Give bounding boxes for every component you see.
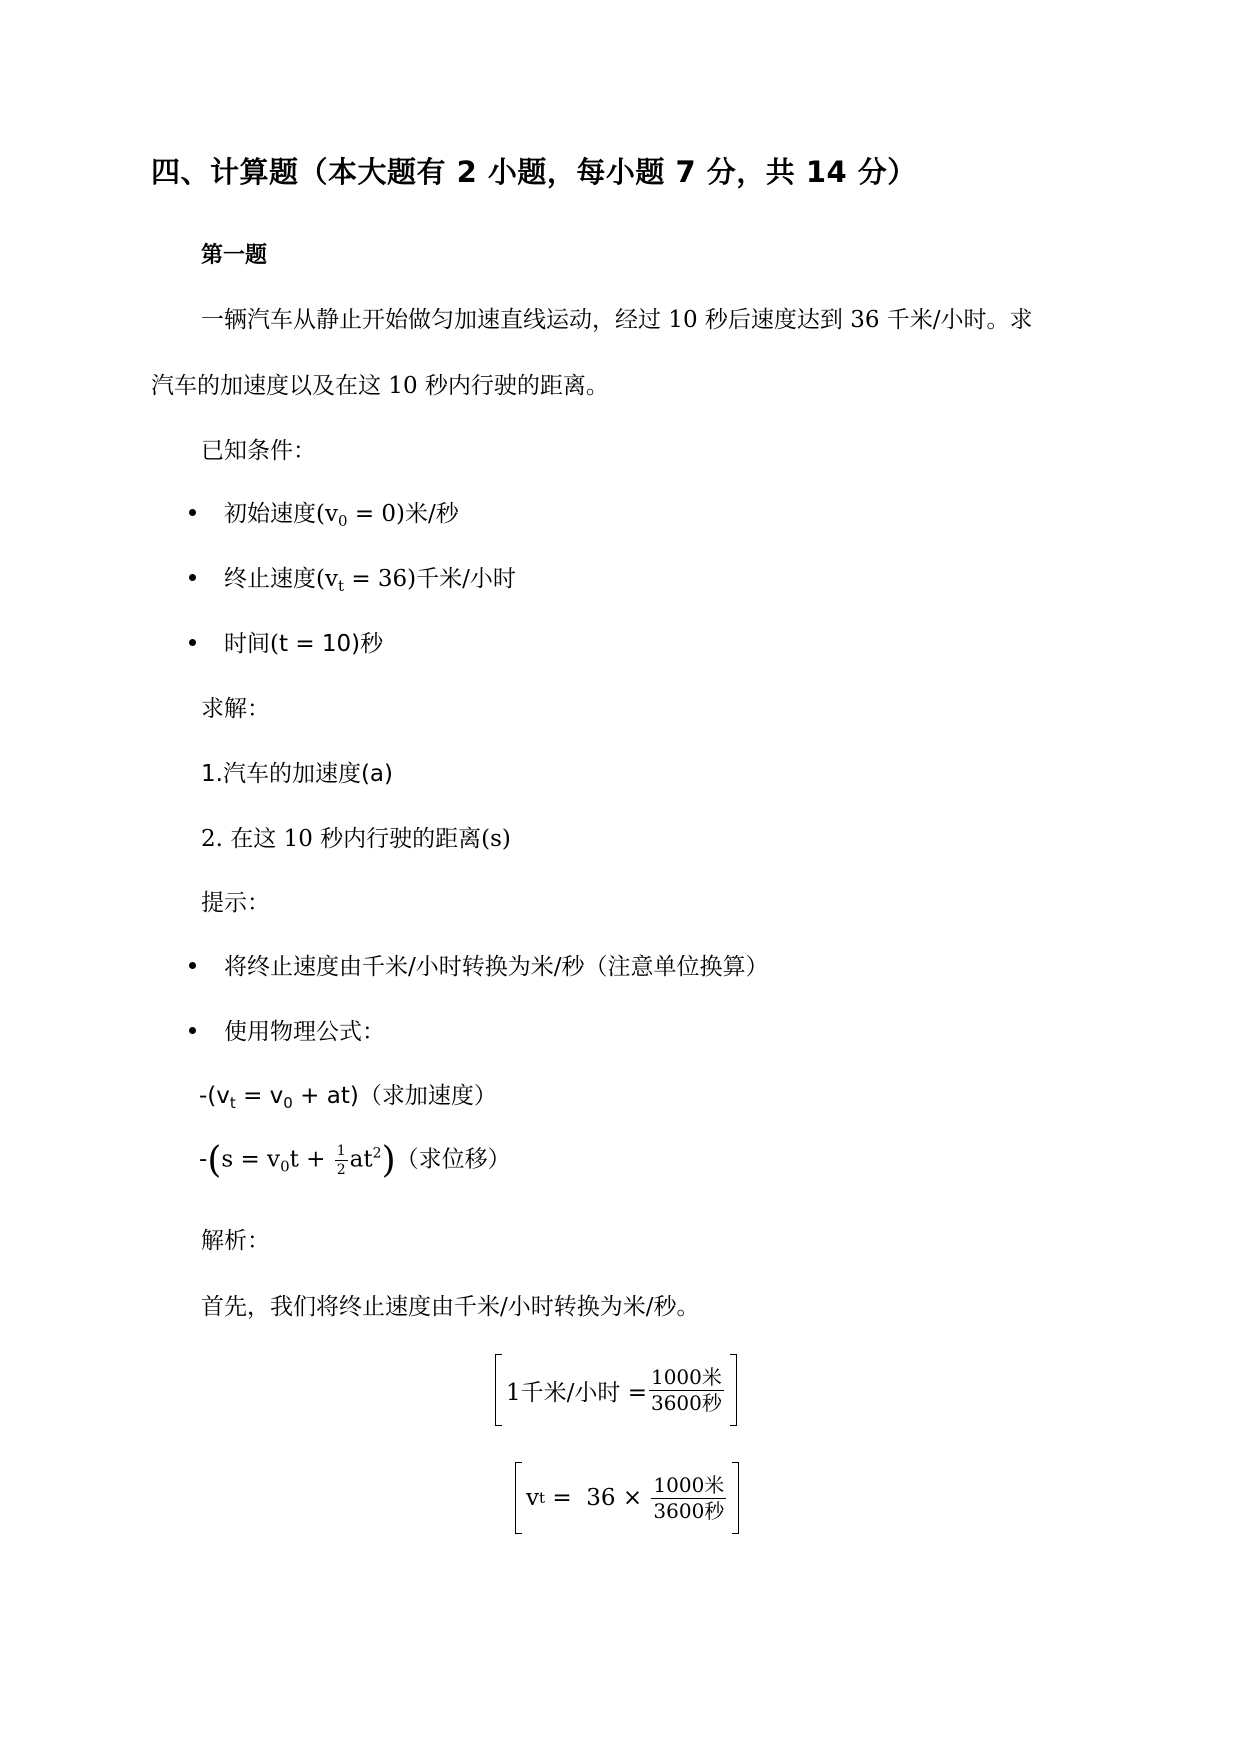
formula2-at: at (349, 1146, 373, 1173)
known-v0-unit: 米/秒 (405, 501, 459, 527)
formula2-sup-2: 2 (372, 1145, 382, 1162)
known-t-unit: 秒 (360, 631, 384, 657)
formula2-frac-num: 1 (335, 1143, 348, 1161)
left-bracket-icon (495, 1354, 502, 1426)
known-v0-var: v (324, 501, 338, 527)
known-vt-var: v (324, 566, 338, 592)
formula1-sub-0: 0 (283, 1094, 293, 1112)
formula2-frac-den: 2 (336, 1162, 346, 1178)
eq2-sub: t (539, 1489, 546, 1507)
eq1-num: 1000米 (650, 1364, 722, 1389)
formula1-sub-t: t (229, 1094, 236, 1112)
equation-vt-conversion (515, 1462, 739, 1534)
analysis-label: 解析： (201, 1228, 270, 1254)
analysis-line: 首先，我们将终止速度由千米/小时转换为米/秒。 (201, 1294, 700, 1320)
eq1-lhs: 1千米/小时 = (506, 1379, 647, 1406)
right-bracket-icon (730, 1354, 737, 1426)
problem-line-1: 一辆汽车从静止开始做匀加速直线运动，经过 10 秒后速度达到 36 千米/小时。求 (201, 307, 1033, 333)
known-vt-unit: 千米/小时 (416, 566, 516, 592)
formula2-fraction (335, 1143, 348, 1178)
formula2-t-plus: t + (289, 1146, 333, 1173)
eq1-fraction (649, 1366, 724, 1415)
bullet-icon (189, 962, 196, 969)
equation-unit-conversion (495, 1354, 737, 1426)
known-v0-sub: 0 (337, 512, 348, 530)
known-vt-sub: t (337, 577, 345, 595)
solve-item-1-var: (a) (360, 761, 393, 787)
solve-item-1-num: 1. (201, 761, 223, 787)
known-vt-prefix: 终止速度( (224, 566, 325, 592)
eq2-var: v (526, 1485, 539, 1511)
right-bracket-icon (732, 1462, 739, 1534)
eq2-mid: = 36 × (545, 1485, 650, 1511)
bullet-icon (189, 574, 196, 581)
section-title: 四、计算题（本大题有 2 小题，每小题 7 分，共 14 分） (151, 155, 917, 189)
known-t-eq: t = 10) (278, 631, 361, 657)
solve-label: 求解： (201, 696, 270, 722)
hint-item-2: 使用物理公式： (224, 1019, 385, 1045)
known-v0 (224, 495, 459, 530)
formula1-lead: -(v (199, 1083, 230, 1109)
hint-item-1: 将终止速度由千米/小时转换为米/秒（注意单位换算） (224, 954, 769, 980)
known-label: 已知条件： (201, 438, 316, 464)
formula-velocity (199, 1077, 497, 1112)
solve-item-1-text: 汽车的加速度 (222, 761, 361, 787)
known-v0-prefix: 初始速度( (224, 501, 325, 527)
formula1-note: （求加速度） (358, 1083, 497, 1109)
formula2-sub-0: 0 (280, 1157, 290, 1176)
known-t-prefix: 时间( (224, 631, 279, 657)
eq2-den: 3600秒 (653, 1498, 725, 1523)
eq2-num: 1000米 (653, 1472, 725, 1497)
question-label: 第一题 (201, 243, 268, 268)
formula2-note: （求位移） (395, 1146, 511, 1173)
known-v0-eq: = 0) (347, 501, 406, 527)
known-t (224, 625, 383, 658)
eq1-den: 3600秒 (650, 1390, 722, 1415)
eq2-fraction (651, 1474, 726, 1523)
solve-item-2: 2. 在这 10 秒内行驶的距离(s) (201, 826, 511, 852)
bullet-icon (189, 509, 196, 516)
known-vt (224, 560, 516, 595)
formula1-tail: + at) (292, 1083, 359, 1109)
problem-line-2: 汽车的加速度以及在这 10 秒内行驶的距离。 (151, 373, 609, 399)
formula-displacement (199, 1140, 511, 1181)
formula2-lead: - (199, 1146, 208, 1173)
formula2-s-eq: s = v (221, 1146, 281, 1173)
right-paren-icon: ) (381, 1140, 396, 1181)
bullet-icon (189, 1027, 196, 1034)
left-bracket-icon (515, 1462, 522, 1534)
bullet-icon (189, 639, 196, 646)
known-vt-eq: = 36) (344, 566, 417, 592)
formula1-mid: = v (235, 1083, 284, 1109)
hint-label: 提示： (201, 890, 270, 916)
solve-item-1 (201, 755, 393, 788)
left-paren-icon: ( (207, 1140, 222, 1181)
